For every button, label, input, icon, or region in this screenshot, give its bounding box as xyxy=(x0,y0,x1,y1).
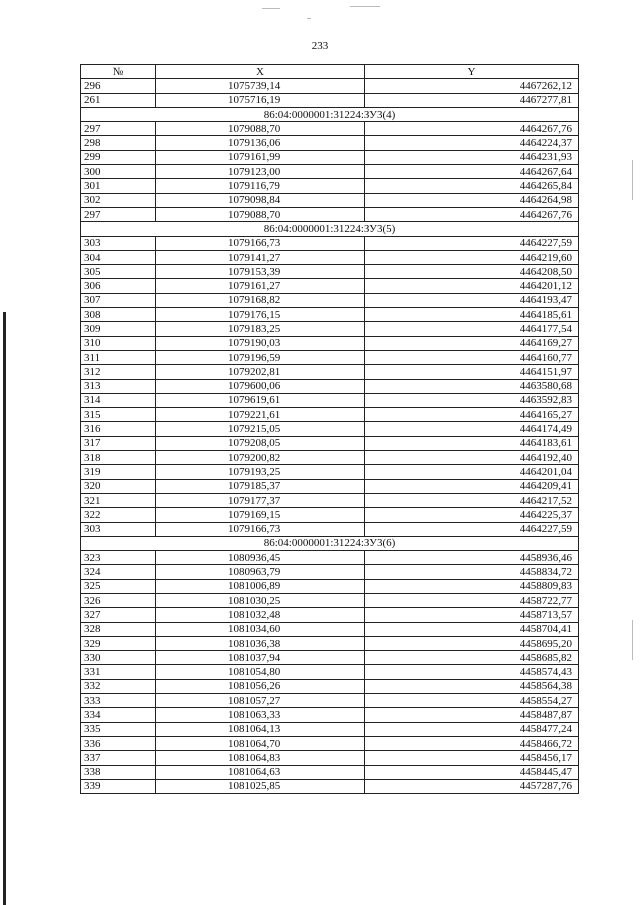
point-number-cell: 306 xyxy=(81,279,156,293)
y-coordinate-cell: 4467262,12 xyxy=(365,79,579,93)
x-coordinate-cell: 1079136,06 xyxy=(156,136,365,150)
point-number-cell: 312 xyxy=(81,365,156,379)
y-coordinate-cell: 4458704,41 xyxy=(365,622,579,636)
y-coordinate-cell: 4458487,87 xyxy=(365,708,579,722)
table-row xyxy=(81,393,579,407)
header-number: № xyxy=(81,65,156,79)
x-coordinate-cell: 1080963,79 xyxy=(156,565,365,579)
table-row xyxy=(81,336,579,350)
table-row xyxy=(81,579,579,593)
y-coordinate-cell: 4464151,97 xyxy=(365,365,579,379)
point-number-cell: 298 xyxy=(81,136,156,150)
table-row xyxy=(81,79,579,93)
table-row xyxy=(81,265,579,279)
table-row xyxy=(81,622,579,636)
binding-edge-line xyxy=(3,312,6,905)
point-number-cell: 335 xyxy=(81,722,156,736)
y-coordinate-cell: 4458695,20 xyxy=(365,636,579,650)
section-header-row xyxy=(81,536,579,550)
point-number-cell: 261 xyxy=(81,93,156,107)
table-row xyxy=(81,751,579,765)
point-number-cell: 303 xyxy=(81,522,156,536)
point-number-cell: 339 xyxy=(81,779,156,793)
x-coordinate-cell: 1081063,33 xyxy=(156,708,365,722)
y-coordinate-cell: 4464185,61 xyxy=(365,308,579,322)
point-number-cell: 316 xyxy=(81,422,156,436)
point-number-cell: 317 xyxy=(81,436,156,450)
y-coordinate-cell: 4467277,81 xyxy=(365,93,579,107)
point-number-cell: 296 xyxy=(81,79,156,93)
table-row xyxy=(81,765,579,779)
table-row xyxy=(81,722,579,736)
x-coordinate-cell: 1079619,61 xyxy=(156,393,365,407)
point-number-cell: 311 xyxy=(81,350,156,364)
x-coordinate-cell: 1081064,83 xyxy=(156,751,365,765)
x-coordinate-cell: 1081064,63 xyxy=(156,765,365,779)
x-coordinate-cell: 1079153,39 xyxy=(156,265,365,279)
y-coordinate-cell: 4464183,61 xyxy=(365,436,579,450)
table-row xyxy=(81,551,579,565)
x-coordinate-cell: 1079200,82 xyxy=(156,451,365,465)
table-row xyxy=(81,150,579,164)
scan-speck xyxy=(307,18,311,19)
point-number-cell: 309 xyxy=(81,322,156,336)
x-coordinate-cell: 1079221,61 xyxy=(156,408,365,422)
y-coordinate-cell: 4464264,98 xyxy=(365,193,579,207)
point-number-cell: 323 xyxy=(81,551,156,565)
point-number-cell: 321 xyxy=(81,493,156,507)
x-coordinate-cell: 1081054,80 xyxy=(156,665,365,679)
point-number-cell: 338 xyxy=(81,765,156,779)
y-coordinate-cell: 4458554,27 xyxy=(365,694,579,708)
x-coordinate-cell: 1079123,00 xyxy=(156,165,365,179)
y-coordinate-cell: 4464160,77 xyxy=(365,350,579,364)
point-number-cell: 310 xyxy=(81,336,156,350)
cadastral-section-label: 86:04:0000001:31224:ЗУ3(4) xyxy=(81,107,579,121)
y-coordinate-cell: 4458477,24 xyxy=(365,722,579,736)
x-coordinate-cell: 1079215,05 xyxy=(156,422,365,436)
table-row xyxy=(81,207,579,221)
x-coordinate-cell: 1079098,84 xyxy=(156,193,365,207)
point-number-cell: 330 xyxy=(81,651,156,665)
x-coordinate-cell: 1081034,60 xyxy=(156,622,365,636)
scan-speck xyxy=(262,8,280,9)
table-row xyxy=(81,436,579,450)
y-coordinate-cell: 4464224,37 xyxy=(365,136,579,150)
x-coordinate-cell: 1075739,14 xyxy=(156,79,365,93)
x-coordinate-cell: 1079166,73 xyxy=(156,236,365,250)
table-row xyxy=(81,308,579,322)
point-number-cell: 324 xyxy=(81,565,156,579)
y-coordinate-cell: 4464267,64 xyxy=(365,165,579,179)
table-row xyxy=(81,736,579,750)
x-coordinate-cell: 1081057,27 xyxy=(156,694,365,708)
scan-speck xyxy=(632,620,633,660)
point-number-cell: 297 xyxy=(81,207,156,221)
point-number-cell: 305 xyxy=(81,265,156,279)
table-row xyxy=(81,522,579,536)
header-x: X xyxy=(156,65,365,79)
point-number-cell: 304 xyxy=(81,250,156,264)
table-row xyxy=(81,93,579,107)
table-row xyxy=(81,350,579,364)
y-coordinate-cell: 4464225,37 xyxy=(365,508,579,522)
point-number-cell: 303 xyxy=(81,236,156,250)
table-row xyxy=(81,379,579,393)
x-coordinate-cell: 1081006,89 xyxy=(156,579,365,593)
point-number-cell: 327 xyxy=(81,608,156,622)
table-row xyxy=(81,465,579,479)
point-number-cell: 308 xyxy=(81,308,156,322)
table-row xyxy=(81,451,579,465)
x-coordinate-cell: 1080936,45 xyxy=(156,551,365,565)
y-coordinate-cell: 4464201,04 xyxy=(365,465,579,479)
point-number-cell: 301 xyxy=(81,179,156,193)
coordinates-table xyxy=(80,64,579,794)
y-coordinate-cell: 4464231,93 xyxy=(365,150,579,164)
x-coordinate-cell: 1079190,03 xyxy=(156,336,365,350)
x-coordinate-cell: 1079088,70 xyxy=(156,122,365,136)
point-number-cell: 325 xyxy=(81,579,156,593)
x-coordinate-cell: 1079161,27 xyxy=(156,279,365,293)
x-coordinate-cell: 1079208,05 xyxy=(156,436,365,450)
y-coordinate-cell: 4464201,12 xyxy=(365,279,579,293)
point-number-cell: 300 xyxy=(81,165,156,179)
y-coordinate-cell: 4458713,57 xyxy=(365,608,579,622)
y-coordinate-cell: 4464267,76 xyxy=(365,207,579,221)
y-coordinate-cell: 4458809,83 xyxy=(365,579,579,593)
point-number-cell: 313 xyxy=(81,379,156,393)
table-row xyxy=(81,493,579,507)
table-row xyxy=(81,422,579,436)
table-row xyxy=(81,779,579,793)
x-coordinate-cell: 1079193,25 xyxy=(156,465,365,479)
point-number-cell: 334 xyxy=(81,708,156,722)
table-row xyxy=(81,651,579,665)
y-coordinate-cell: 4464227,59 xyxy=(365,236,579,250)
x-coordinate-cell: 1079196,59 xyxy=(156,350,365,364)
point-number-cell: 336 xyxy=(81,736,156,750)
y-coordinate-cell: 4464169,27 xyxy=(365,336,579,350)
x-coordinate-cell: 1079185,37 xyxy=(156,479,365,493)
table-row xyxy=(81,708,579,722)
x-coordinate-cell: 1079161,99 xyxy=(156,150,365,164)
x-coordinate-cell: 1081056,26 xyxy=(156,679,365,693)
scan-speck xyxy=(632,160,633,200)
y-coordinate-cell: 4458456,17 xyxy=(365,751,579,765)
y-coordinate-cell: 4458466,72 xyxy=(365,736,579,750)
table-row xyxy=(81,193,579,207)
y-coordinate-cell: 4458574,43 xyxy=(365,665,579,679)
point-number-cell: 318 xyxy=(81,451,156,465)
table-row xyxy=(81,679,579,693)
point-number-cell: 319 xyxy=(81,465,156,479)
y-coordinate-cell: 4464227,59 xyxy=(365,522,579,536)
y-coordinate-cell: 4457287,76 xyxy=(365,779,579,793)
y-coordinate-cell: 4464217,52 xyxy=(365,493,579,507)
y-coordinate-cell: 4463592,83 xyxy=(365,393,579,407)
x-coordinate-cell: 1081064,70 xyxy=(156,736,365,750)
table-row xyxy=(81,293,579,307)
x-coordinate-cell: 1081025,85 xyxy=(156,779,365,793)
table-row xyxy=(81,236,579,250)
y-coordinate-cell: 4458834,72 xyxy=(365,565,579,579)
x-coordinate-cell: 1079168,82 xyxy=(156,293,365,307)
x-coordinate-cell: 1079116,79 xyxy=(156,179,365,193)
table-row xyxy=(81,165,579,179)
table-header-row xyxy=(81,65,579,79)
section-header-row xyxy=(81,222,579,236)
section-header-row xyxy=(81,107,579,121)
point-number-cell: 302 xyxy=(81,193,156,207)
x-coordinate-cell: 1079141,27 xyxy=(156,250,365,264)
y-coordinate-cell: 4463580,68 xyxy=(365,379,579,393)
x-coordinate-cell: 1079600,06 xyxy=(156,379,365,393)
x-coordinate-cell: 1081036,38 xyxy=(156,636,365,650)
y-coordinate-cell: 4464267,76 xyxy=(365,122,579,136)
point-number-cell: 320 xyxy=(81,479,156,493)
table-row xyxy=(81,179,579,193)
table-row xyxy=(81,608,579,622)
y-coordinate-cell: 4464177,54 xyxy=(365,322,579,336)
y-coordinate-cell: 4458722,77 xyxy=(365,593,579,607)
y-coordinate-cell: 4464193,47 xyxy=(365,293,579,307)
table-row xyxy=(81,136,579,150)
point-number-cell: 333 xyxy=(81,694,156,708)
point-number-cell: 314 xyxy=(81,393,156,407)
y-coordinate-cell: 4464174,49 xyxy=(365,422,579,436)
x-coordinate-cell: 1079166,73 xyxy=(156,522,365,536)
x-coordinate-cell: 1081064,13 xyxy=(156,722,365,736)
table-row xyxy=(81,636,579,650)
y-coordinate-cell: 4464165,27 xyxy=(365,408,579,422)
x-coordinate-cell: 1075716,19 xyxy=(156,93,365,107)
cadastral-section-label: 86:04:0000001:31224:ЗУ3(5) xyxy=(81,222,579,236)
point-number-cell: 299 xyxy=(81,150,156,164)
y-coordinate-cell: 4464219,60 xyxy=(365,250,579,264)
x-coordinate-cell: 1079176,15 xyxy=(156,308,365,322)
point-number-cell: 307 xyxy=(81,293,156,307)
x-coordinate-cell: 1081030,25 xyxy=(156,593,365,607)
point-number-cell: 337 xyxy=(81,751,156,765)
table-row xyxy=(81,479,579,493)
table-body xyxy=(81,79,579,794)
table-row xyxy=(81,250,579,264)
y-coordinate-cell: 4464208,50 xyxy=(365,265,579,279)
table-row xyxy=(81,665,579,679)
scan-speck xyxy=(350,6,380,7)
table-row xyxy=(81,365,579,379)
y-coordinate-cell: 4458936,46 xyxy=(365,551,579,565)
x-coordinate-cell: 1079169,15 xyxy=(156,508,365,522)
y-coordinate-cell: 4458445,47 xyxy=(365,765,579,779)
point-number-cell: 332 xyxy=(81,679,156,693)
point-number-cell: 328 xyxy=(81,622,156,636)
y-coordinate-cell: 4464192,40 xyxy=(365,451,579,465)
table-row xyxy=(81,322,579,336)
table-row xyxy=(81,508,579,522)
point-number-cell: 326 xyxy=(81,593,156,607)
x-coordinate-cell: 1081037,94 xyxy=(156,651,365,665)
table-row xyxy=(81,694,579,708)
header-y: Y xyxy=(365,65,579,79)
y-coordinate-cell: 4464209,41 xyxy=(365,479,579,493)
x-coordinate-cell: 1079177,37 xyxy=(156,493,365,507)
point-number-cell: 315 xyxy=(81,408,156,422)
x-coordinate-cell: 1081032,48 xyxy=(156,608,365,622)
y-coordinate-cell: 4458685,82 xyxy=(365,651,579,665)
cadastral-section-label: 86:04:0000001:31224:ЗУ3(6) xyxy=(81,536,579,550)
table-row xyxy=(81,593,579,607)
point-number-cell: 329 xyxy=(81,636,156,650)
table-row xyxy=(81,565,579,579)
point-number-cell: 331 xyxy=(81,665,156,679)
x-coordinate-cell: 1079088,70 xyxy=(156,207,365,221)
point-number-cell: 297 xyxy=(81,122,156,136)
y-coordinate-cell: 4464265,84 xyxy=(365,179,579,193)
table-row xyxy=(81,408,579,422)
x-coordinate-cell: 1079183,25 xyxy=(156,322,365,336)
page-number: 233 xyxy=(311,40,329,52)
x-coordinate-cell: 1079202,81 xyxy=(156,365,365,379)
table-row xyxy=(81,122,579,136)
table-row xyxy=(81,279,579,293)
y-coordinate-cell: 4458564,38 xyxy=(365,679,579,693)
point-number-cell: 322 xyxy=(81,508,156,522)
